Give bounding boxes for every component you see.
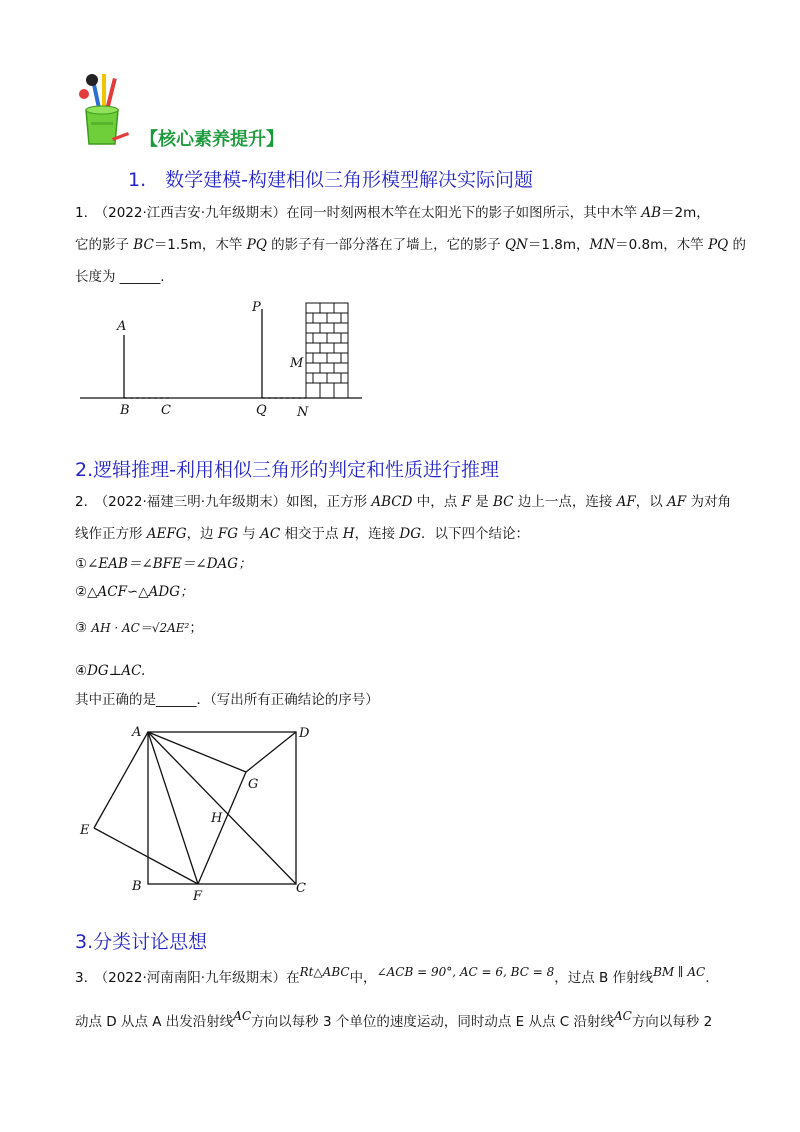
pencil-cup-icon bbox=[72, 72, 132, 150]
label-A: A bbox=[117, 319, 127, 334]
label-Q: Q bbox=[256, 403, 267, 418]
label-B: B bbox=[120, 403, 130, 418]
q3-line-1: 3. （2022·河南南阳·九年级期末）在Rt△ABC中，∠ACB = 90°, AC = 6, BC = 8，过点 B 作射线BM ∥ AC. bbox=[75, 965, 710, 986]
section-1-title: 1. 数学建模-构建相似三角形模型解决实际问题 bbox=[128, 169, 533, 191]
label-P: P bbox=[252, 300, 261, 315]
q1-line-3: 长度为 ______. bbox=[75, 269, 165, 285]
conclusion-3: ③ AH · AC＝√2AE²； bbox=[75, 620, 203, 636]
q3-line-2: 动点 D 从点 A 出发沿射线AC方向以每秒 3 个单位的速度运动，同时动点 E 从点 C 沿射线AC方向以每秒 2 bbox=[75, 1009, 713, 1030]
conclusion-2: ②△ACF∽△ADG； bbox=[75, 584, 194, 600]
core-literacy-heading: 【核心素养提升】 bbox=[140, 129, 284, 150]
q2-line-1: 2. （2022·福建三明·九年级期末）如图，正方形 ABCD 中，点 F 是 BC 边上一点，连接 AF，以 AF 为对角 bbox=[75, 494, 731, 510]
label-C: C bbox=[296, 881, 306, 896]
label-A: A bbox=[132, 725, 142, 740]
label-G: G bbox=[248, 777, 259, 792]
conclusion-4: ④DG⊥AC. bbox=[75, 663, 146, 679]
q1-line-2: 它的影子 BC＝1.5m，木竿 PQ 的影子有一部分落在了墙上，它的影子 QN＝1.8m，MN＝0.8m，木竿 PQ 的 bbox=[75, 237, 747, 253]
section-3-title: 3.分类讨论思想 bbox=[75, 931, 208, 953]
label-H: H bbox=[211, 811, 223, 826]
label-D: D bbox=[299, 726, 310, 741]
label-B: B bbox=[132, 879, 142, 894]
q2-answer-line: 其中正确的是______．（写出所有正确结论的序号） bbox=[75, 692, 379, 708]
q1-shadow-figure bbox=[80, 295, 370, 420]
label-M: M bbox=[290, 356, 304, 371]
label-F: F bbox=[193, 889, 203, 902]
q2-square-figure bbox=[78, 722, 328, 902]
q2-line-2: 线作正方形 AEFG，边 FG 与 AC 相交于点 H，连接 DG．以下四个结论： bbox=[75, 526, 529, 542]
label-N: N bbox=[297, 405, 309, 420]
label-E: E bbox=[80, 823, 90, 838]
q1-line-1: 1. （2022·江西吉安·九年级期末）在同一时刻两根木竿在太阳光下的影子如图所示，其中木竿 AB＝2m， bbox=[75, 205, 710, 221]
label-C: C bbox=[161, 403, 171, 418]
conclusion-1: ①∠EAB＝∠BFE＝∠DAG； bbox=[75, 556, 252, 572]
section-2-title: 2.逻辑推理-利用相似三角形的判定和性质进行推理 bbox=[75, 459, 499, 481]
